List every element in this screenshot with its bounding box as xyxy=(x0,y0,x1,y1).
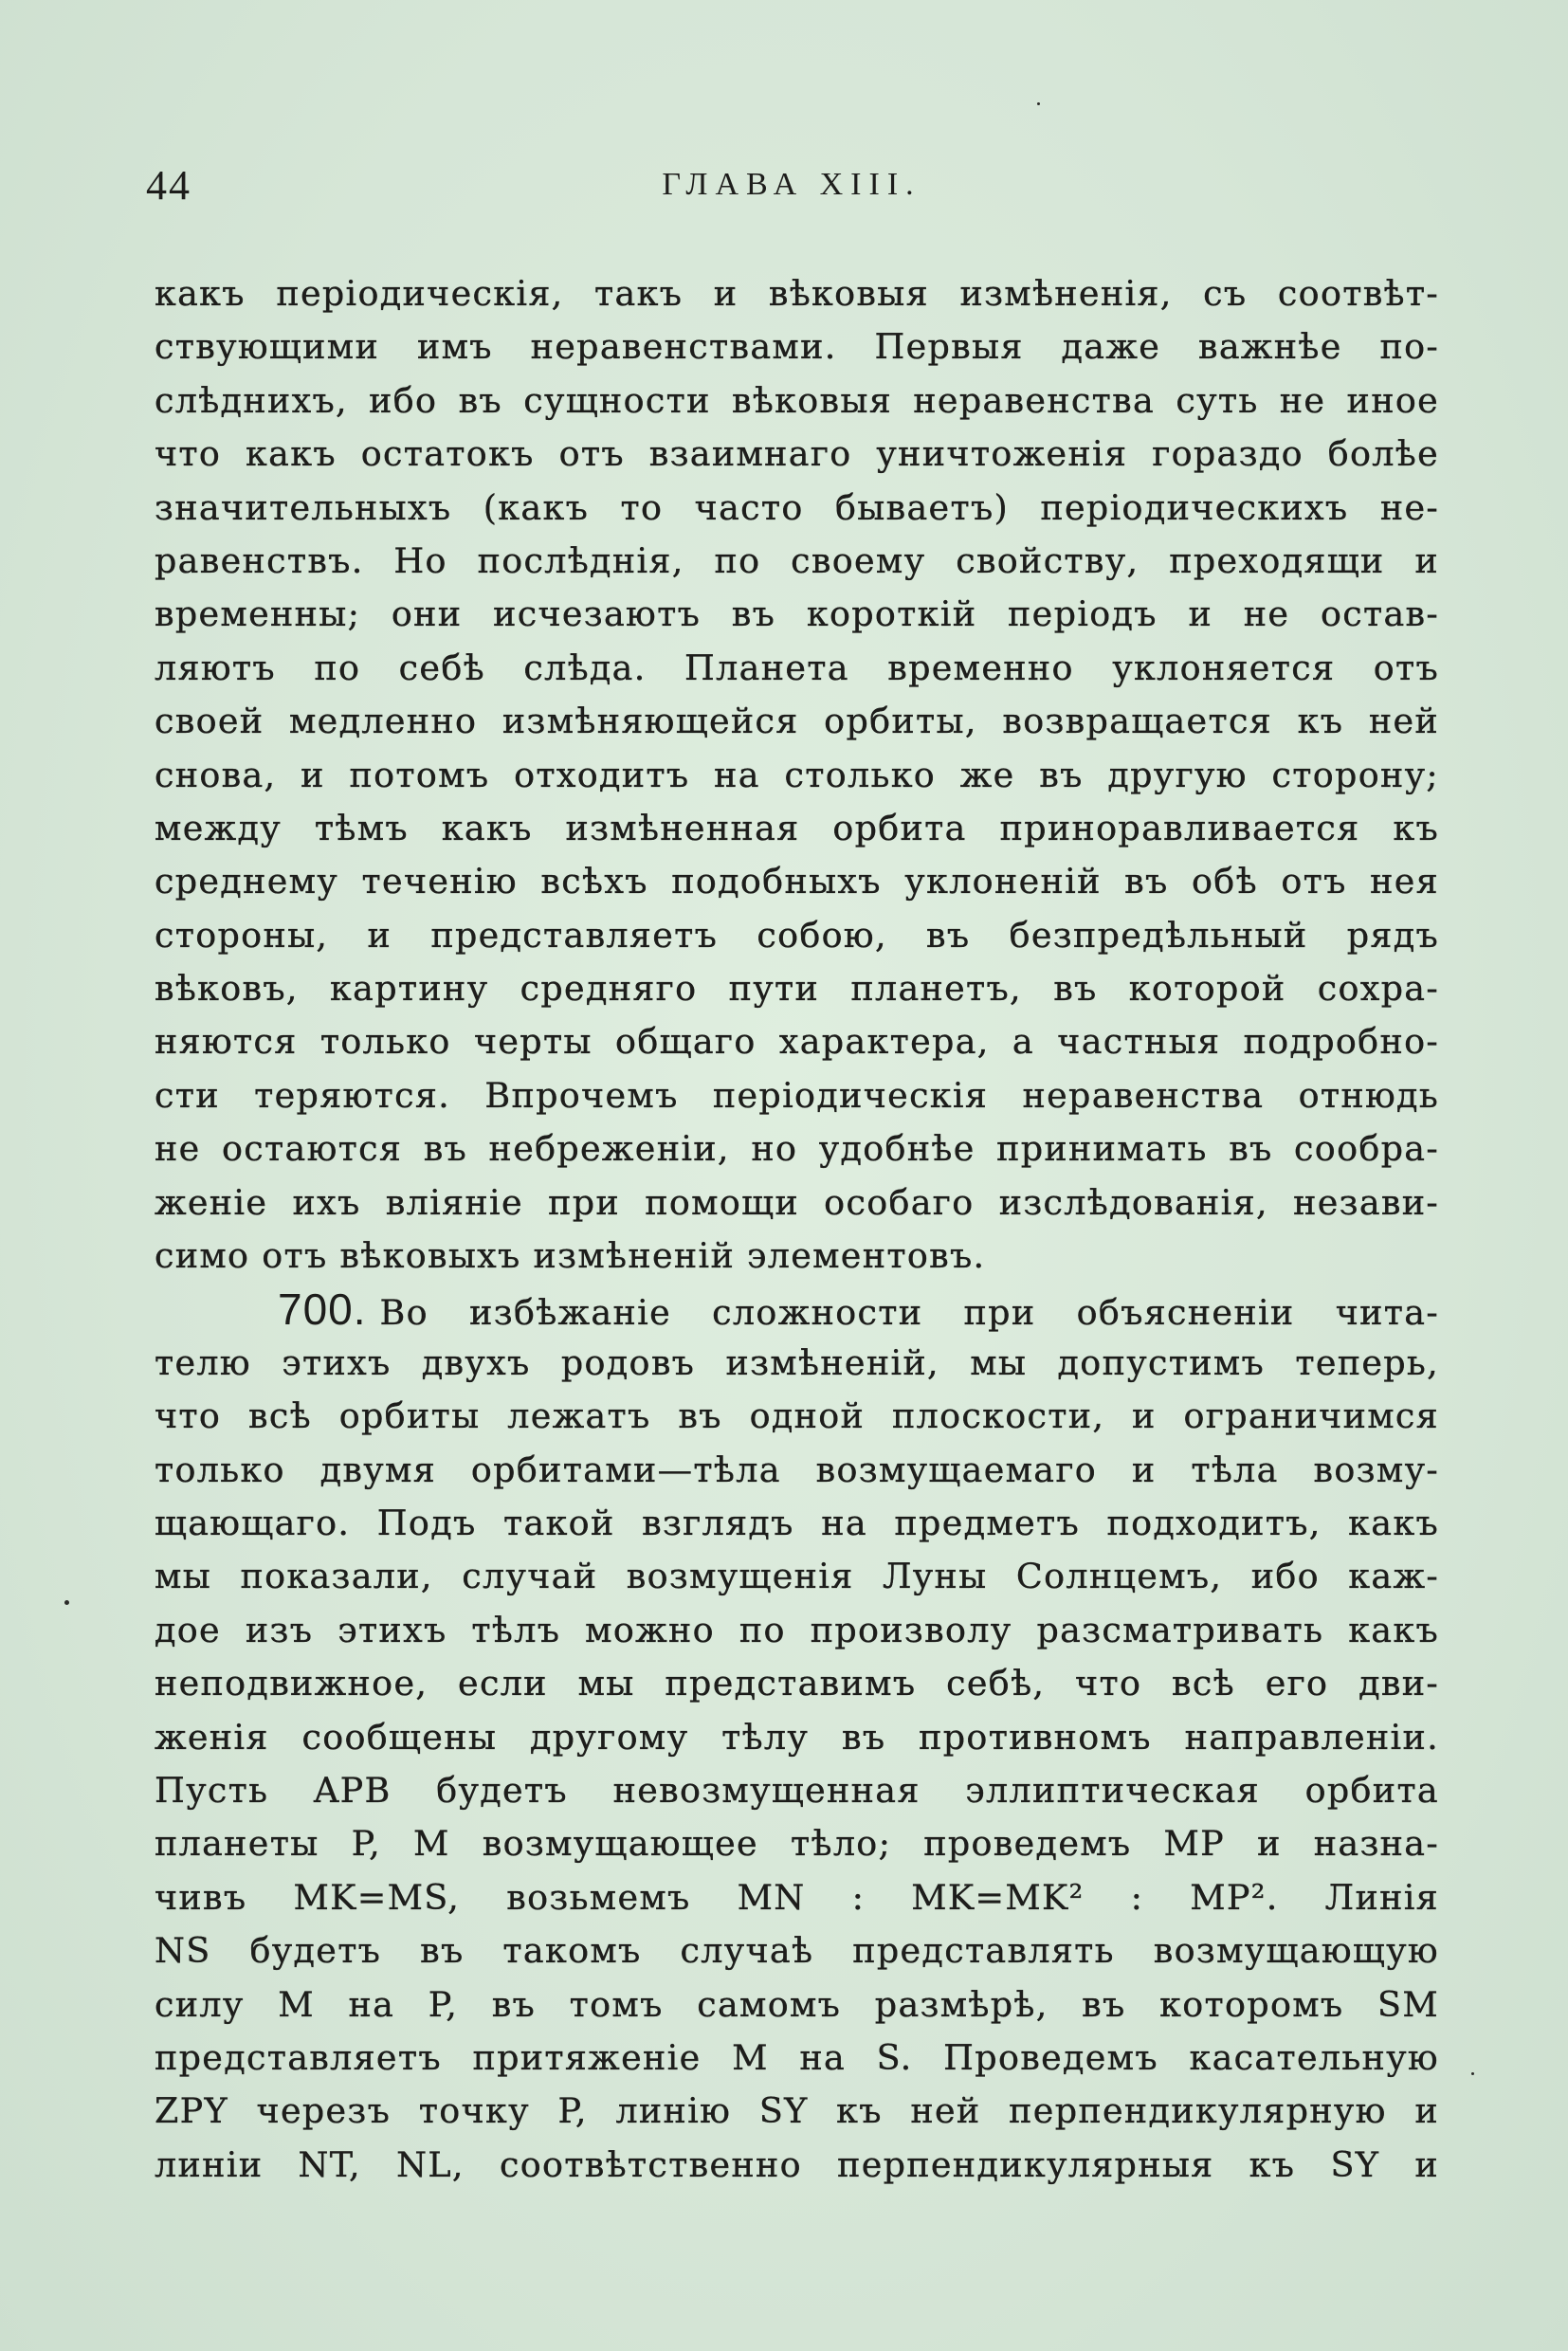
text-line: силу M на P, въ томъ самомъ размѣрѣ, въ которомъ SM xyxy=(155,1983,1439,2025)
text-line: мы показали, случай возмущенія Луны Солнцемъ, ибо каж- xyxy=(155,1556,1439,1597)
text-line: телю этихъ двухъ родовъ измѣненій, мы допустимъ теперь, xyxy=(155,1341,1439,1383)
text-line: сти теряются. Впрочемъ періодическія неравенства отнюдь xyxy=(155,1074,1439,1116)
text-line: что всѣ орбиты лежатъ въ одной плоскости, и ограничимся xyxy=(155,1395,1439,1437)
text-line: ствующими имъ неравенствами. Первыя даже важнѣе по- xyxy=(155,326,1439,368)
text-line: значительныхъ (какъ то часто бываетъ) періодическихъ не- xyxy=(155,486,1439,528)
page-number: 44 xyxy=(146,162,191,209)
text-line: не остаются въ небреженіи, но удобнѣе принимать въ сообра- xyxy=(155,1128,1439,1170)
text-line: Во избѣжаніе сложности при объясненіи чита- xyxy=(379,1292,1439,1334)
text-line: щающаго. Подъ такой взглядъ на предметъ подходитъ, какъ xyxy=(155,1502,1439,1543)
text-line: стороны, и представляетъ собою, въ безпредѣльный рядъ xyxy=(155,914,1439,956)
text-line: неподвижное, если мы представимъ себѣ, что всѣ его дви- xyxy=(155,1663,1439,1704)
text-line: только двумя орбитами—тѣла возмущаемаго и тѣла возму- xyxy=(155,1449,1439,1490)
text-line: какъ періодическія, такъ и вѣковыя измѣненія, съ соотвѣт- xyxy=(155,273,1439,314)
ink-speck xyxy=(64,1600,69,1605)
paragraph-number: 700. xyxy=(278,1285,367,1335)
text-line: среднему теченію всѣхъ подобныхъ уклоненій въ обѣ отъ нея xyxy=(155,861,1439,902)
text-line: между тѣмъ какъ измѣненная орбита приноравливается къ xyxy=(155,807,1439,848)
body-text xyxy=(155,267,1439,2192)
text-line: что какъ остатокъ отъ взаимнаго уничтоженія гораздо болѣе xyxy=(155,433,1439,475)
ink-speck xyxy=(1471,2072,1474,2075)
text-line: планеты P, M возмущающее тѣло; проведемъ MP и назна- xyxy=(155,1823,1439,1865)
ink-speck xyxy=(1037,102,1040,105)
text-line: представляетъ притяженіе M на S. Проведемъ касательную xyxy=(155,2036,1439,2078)
text-line: равенствъ. Но послѣднія, по своему свойству, преходящи и xyxy=(155,539,1439,581)
page-header xyxy=(142,161,1441,218)
text-line: слѣднихъ, ибо въ сущности вѣковыя неравенства суть не иное xyxy=(155,379,1439,421)
text-line: снова, и потомъ отходитъ на столько же въ другую сторону; xyxy=(155,754,1439,795)
text-line: временны; они исчезаютъ въ короткій періодъ и не остав- xyxy=(155,593,1439,635)
text-line: Пусть APB будетъ невозмущенная эллиптическая орбита xyxy=(155,1769,1439,1811)
text-line: няются только черты общаго характера, а частныя подробно- xyxy=(155,1021,1439,1063)
text-line: симо отъ вѣковыхъ измѣненій элементовъ. xyxy=(155,1235,986,1277)
text-line: своей медленно измѣняющейся орбиты, возвращается къ ней xyxy=(155,701,1439,742)
text-line: ляютъ по себѣ слѣда. Планета временно уклоняется отъ xyxy=(155,647,1439,688)
text-line: чивъ MK=MS, возьмемъ MN : MK=MK² : MP². Линія xyxy=(155,1876,1439,1918)
text-line: ZPY черезъ точку P, линію SY къ ней перпендикулярную и xyxy=(155,2090,1439,2132)
text-line: женія сообщены другому тѣлу въ противномъ направленіи. xyxy=(155,1716,1439,1758)
text-line: линіи NT, NL, соотвѣтственно перпендикулярныя къ SY и xyxy=(155,2143,1439,2185)
paragraph-start-line xyxy=(155,1283,1439,1336)
text-line: женіе ихъ вліяніе при помощи особаго изслѣдованія, незави- xyxy=(155,1181,1439,1223)
text-line: дое изъ этихъ тѣлъ можно по произволу разсматривать какъ xyxy=(155,1609,1439,1650)
chapter-title: ГЛАВА XIII. xyxy=(662,167,921,202)
text-line: NS будетъ въ такомъ случаѣ представлять возмущающую xyxy=(155,1930,1439,1972)
text-line: вѣковъ, картину средняго пути планетъ, въ которой сохра- xyxy=(155,968,1439,1010)
